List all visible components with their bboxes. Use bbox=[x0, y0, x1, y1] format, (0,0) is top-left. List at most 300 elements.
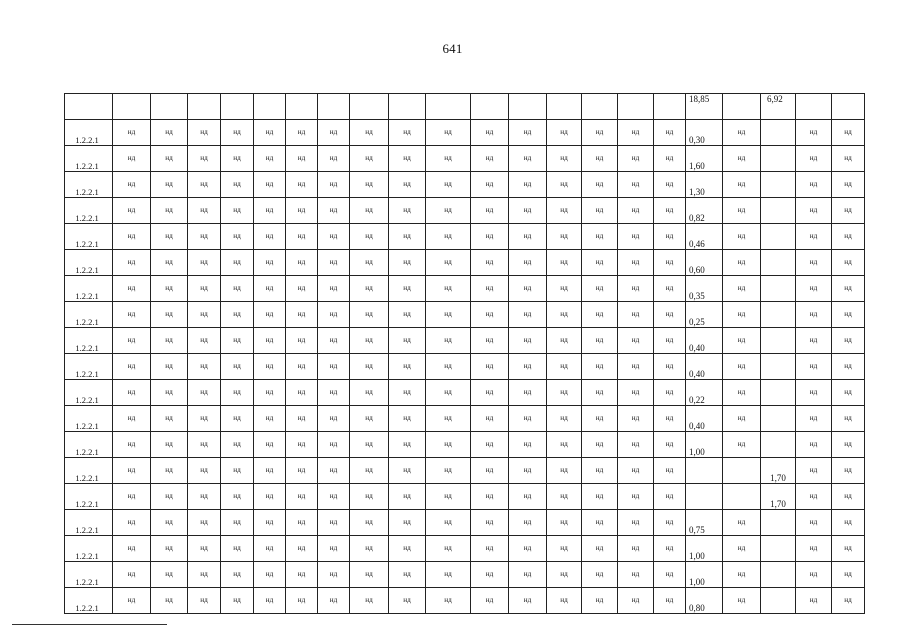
table-body bbox=[65, 94, 865, 614]
nd-cell: нд bbox=[286, 172, 318, 198]
row-code: 1.2.2.1 bbox=[65, 380, 113, 406]
nd-cell: нд bbox=[254, 562, 286, 588]
nd-cell: нд bbox=[221, 458, 254, 484]
nd-cell: нд bbox=[389, 198, 426, 224]
nd-cell: нд bbox=[254, 588, 286, 614]
nd-cell: нд bbox=[221, 172, 254, 198]
nd-cell: нд bbox=[832, 276, 865, 302]
nd-cell: нд bbox=[350, 354, 389, 380]
nd-cell: нд bbox=[832, 510, 865, 536]
nd-cell: нд bbox=[350, 146, 389, 172]
nd-cell: нд bbox=[471, 406, 509, 432]
nd-cell: нд bbox=[832, 224, 865, 250]
header-cell bbox=[65, 94, 113, 120]
nd-cell: нд bbox=[188, 224, 221, 250]
header-cell bbox=[547, 94, 582, 120]
nd-cell: нд bbox=[389, 328, 426, 354]
nd-cell: нд bbox=[188, 588, 221, 614]
nd-cell: нд bbox=[350, 406, 389, 432]
page-number: 641 bbox=[442, 41, 463, 56]
nd-cell: нд bbox=[547, 510, 582, 536]
nd-cell: нд bbox=[389, 172, 426, 198]
nd-cell: нд bbox=[723, 276, 761, 302]
nd-cell: нд bbox=[509, 250, 547, 276]
nd-cell: нд bbox=[654, 198, 686, 224]
nd-cell: нд bbox=[654, 328, 686, 354]
nd-cell: нд bbox=[723, 146, 761, 172]
table-row bbox=[65, 302, 865, 328]
nd-cell: нд bbox=[286, 198, 318, 224]
nd-cell: нд bbox=[318, 224, 350, 250]
nd-cell: нд bbox=[654, 406, 686, 432]
nd-cell: нд bbox=[618, 224, 654, 250]
nd-cell: нд bbox=[471, 120, 509, 146]
nd-cell: нд bbox=[796, 432, 832, 458]
row-value-a: 1,30 bbox=[686, 172, 723, 198]
nd-cell: нд bbox=[471, 432, 509, 458]
nd-cell: нд bbox=[509, 380, 547, 406]
row-code: 1.2.2.1 bbox=[65, 120, 113, 146]
row-value-b bbox=[761, 302, 796, 328]
nd-cell: нд bbox=[426, 198, 471, 224]
nd-cell: нд bbox=[723, 588, 761, 614]
table-row bbox=[65, 250, 865, 276]
nd-cell: нд bbox=[796, 458, 832, 484]
nd-cell: нд bbox=[151, 146, 188, 172]
nd-cell: нд bbox=[832, 380, 865, 406]
header-value-b: 6,92 bbox=[761, 94, 796, 120]
nd-cell: нд bbox=[582, 510, 618, 536]
header-cell bbox=[286, 94, 318, 120]
nd-cell: нд bbox=[254, 302, 286, 328]
row-value-b bbox=[761, 432, 796, 458]
row-code: 1.2.2.1 bbox=[65, 302, 113, 328]
nd-cell: нд bbox=[221, 276, 254, 302]
nd-cell: нд bbox=[221, 302, 254, 328]
row-value-b bbox=[761, 354, 796, 380]
row-value-a: 0,40 bbox=[686, 328, 723, 354]
nd-cell: нд bbox=[221, 224, 254, 250]
header-cell bbox=[796, 94, 832, 120]
nd-cell: нд bbox=[151, 510, 188, 536]
nd-cell: нд bbox=[723, 198, 761, 224]
nd-cell: нд bbox=[221, 328, 254, 354]
nd-cell: нд bbox=[509, 328, 547, 354]
nd-cell: нд bbox=[832, 536, 865, 562]
nd-cell: нд bbox=[286, 146, 318, 172]
row-value-a: 0,25 bbox=[686, 302, 723, 328]
nd-cell: нд bbox=[254, 406, 286, 432]
nd-cell: нд bbox=[286, 406, 318, 432]
nd-cell: нд bbox=[426, 250, 471, 276]
nd-cell: нд bbox=[188, 458, 221, 484]
nd-cell: нд bbox=[188, 484, 221, 510]
nd-cell: нд bbox=[582, 354, 618, 380]
nd-cell: нд bbox=[188, 536, 221, 562]
row-value-b bbox=[761, 172, 796, 198]
nd-cell: нд bbox=[509, 198, 547, 224]
row-value-a: 0,30 bbox=[686, 120, 723, 146]
nd-cell: нд bbox=[618, 146, 654, 172]
nd-cell: нд bbox=[426, 120, 471, 146]
nd-cell: нд bbox=[618, 406, 654, 432]
row-value-b bbox=[761, 380, 796, 406]
nd-cell: нд bbox=[654, 172, 686, 198]
nd-cell: нд bbox=[654, 432, 686, 458]
header-row bbox=[65, 94, 865, 120]
nd-cell: нд bbox=[723, 536, 761, 562]
nd-cell: нд bbox=[318, 172, 350, 198]
nd-cell: нд bbox=[582, 120, 618, 146]
header-cell bbox=[389, 94, 426, 120]
header-cell bbox=[509, 94, 547, 120]
nd-cell: нд bbox=[796, 588, 832, 614]
nd-cell: нд bbox=[151, 302, 188, 328]
row-value-a: 0,46 bbox=[686, 224, 723, 250]
nd-cell: нд bbox=[618, 250, 654, 276]
nd-cell: нд bbox=[350, 224, 389, 250]
nd-cell: нд bbox=[509, 536, 547, 562]
table-row bbox=[65, 354, 865, 380]
nd-cell: нд bbox=[582, 406, 618, 432]
nd-cell: нд bbox=[471, 276, 509, 302]
nd-cell: нд bbox=[350, 198, 389, 224]
row-value-a: 1,00 bbox=[686, 562, 723, 588]
nd-cell: нд bbox=[618, 588, 654, 614]
nd-cell: нд bbox=[188, 146, 221, 172]
nd-cell: нд bbox=[389, 276, 426, 302]
nd-cell: нд bbox=[426, 276, 471, 302]
nd-cell: нд bbox=[832, 172, 865, 198]
nd-cell: нд bbox=[318, 120, 350, 146]
nd-cell: нд bbox=[547, 380, 582, 406]
nd-cell: нд bbox=[796, 536, 832, 562]
nd-cell: нд bbox=[113, 406, 151, 432]
row-code: 1.2.2.1 bbox=[65, 536, 113, 562]
footer-rule bbox=[12, 624, 167, 625]
nd-cell: нд bbox=[723, 224, 761, 250]
nd-cell: нд bbox=[221, 536, 254, 562]
nd-cell: нд bbox=[151, 250, 188, 276]
nd-cell: нд bbox=[723, 328, 761, 354]
header-cell bbox=[832, 94, 865, 120]
row-code: 1.2.2.1 bbox=[65, 328, 113, 354]
nd-cell: нд bbox=[318, 562, 350, 588]
nd-cell: нд bbox=[509, 484, 547, 510]
nd-cell: нд bbox=[389, 484, 426, 510]
nd-cell: нд bbox=[188, 198, 221, 224]
nd-cell: нд bbox=[426, 224, 471, 250]
nd-cell: нд bbox=[796, 146, 832, 172]
nd-cell: нд bbox=[796, 224, 832, 250]
nd-cell: нд bbox=[796, 302, 832, 328]
nd-cell: нд bbox=[547, 250, 582, 276]
nd-cell: нд bbox=[582, 536, 618, 562]
nd-cell: нд bbox=[113, 224, 151, 250]
row-value-a: 0,75 bbox=[686, 510, 723, 536]
nd-cell: нд bbox=[618, 458, 654, 484]
nd-cell: нд bbox=[471, 224, 509, 250]
nd-cell: нд bbox=[389, 432, 426, 458]
nd-cell: нд bbox=[113, 328, 151, 354]
header-cell bbox=[254, 94, 286, 120]
nd-cell: нд bbox=[723, 510, 761, 536]
row-value-b bbox=[761, 224, 796, 250]
nd-cell: нд bbox=[582, 562, 618, 588]
nd-cell: нд bbox=[547, 276, 582, 302]
nd-cell: нд bbox=[618, 380, 654, 406]
nd-cell: нд bbox=[389, 406, 426, 432]
nd-cell: нд bbox=[547, 484, 582, 510]
table-row bbox=[65, 484, 865, 510]
row-code: 1.2.2.1 bbox=[65, 276, 113, 302]
nd-cell: нд bbox=[254, 198, 286, 224]
nd-cell: нд bbox=[389, 302, 426, 328]
row-value-b bbox=[761, 406, 796, 432]
table-row bbox=[65, 536, 865, 562]
nd-cell: нд bbox=[426, 146, 471, 172]
row-code: 1.2.2.1 bbox=[65, 406, 113, 432]
nd-cell: нд bbox=[547, 172, 582, 198]
nd-cell: нд bbox=[654, 484, 686, 510]
nd-cell: нд bbox=[188, 354, 221, 380]
nd-cell: нд bbox=[389, 146, 426, 172]
nd-cell: нд bbox=[426, 562, 471, 588]
row-code: 1.2.2.1 bbox=[65, 198, 113, 224]
row-value-b bbox=[761, 562, 796, 588]
row-value-a: 0,40 bbox=[686, 406, 723, 432]
nd-cell: нд bbox=[796, 250, 832, 276]
nd-cell: нд bbox=[723, 354, 761, 380]
nd-cell: нд bbox=[318, 406, 350, 432]
nd-cell: нд bbox=[547, 406, 582, 432]
nd-cell: нд bbox=[350, 250, 389, 276]
nd-cell: нд bbox=[723, 406, 761, 432]
header-cell bbox=[221, 94, 254, 120]
nd-cell: нд bbox=[547, 354, 582, 380]
nd-cell: нд bbox=[509, 120, 547, 146]
nd-cell: нд bbox=[654, 458, 686, 484]
nd-cell: нд bbox=[547, 302, 582, 328]
nd-cell: нд bbox=[286, 562, 318, 588]
nd-cell: нд bbox=[509, 172, 547, 198]
nd-cell: нд bbox=[350, 380, 389, 406]
nd-cell: нд bbox=[582, 302, 618, 328]
nd-cell: нд bbox=[582, 458, 618, 484]
row-value-a: 1,00 bbox=[686, 432, 723, 458]
nd-cell: нд bbox=[318, 588, 350, 614]
nd-cell: нд bbox=[113, 146, 151, 172]
nd-cell: нд bbox=[113, 588, 151, 614]
nd-cell: нд bbox=[221, 406, 254, 432]
nd-cell: нд bbox=[547, 198, 582, 224]
nd-cell: нд bbox=[796, 276, 832, 302]
nd-cell: нд bbox=[582, 380, 618, 406]
nd-cell: нд bbox=[318, 198, 350, 224]
row-value-a: 1,60 bbox=[686, 146, 723, 172]
nd-cell: нд bbox=[151, 536, 188, 562]
row-value-b bbox=[761, 510, 796, 536]
table-row bbox=[65, 172, 865, 198]
header-cell bbox=[350, 94, 389, 120]
row-code: 1.2.2.1 bbox=[65, 250, 113, 276]
nd-cell: нд bbox=[832, 250, 865, 276]
nd-cell: нд bbox=[723, 120, 761, 146]
nd-cell: нд bbox=[426, 536, 471, 562]
nd-cell: нд bbox=[547, 146, 582, 172]
row-code: 1.2.2.1 bbox=[65, 224, 113, 250]
nd-cell: нд bbox=[618, 354, 654, 380]
nd-cell: нд bbox=[188, 406, 221, 432]
nd-cell: нд bbox=[796, 328, 832, 354]
nd-cell: нд bbox=[113, 458, 151, 484]
nd-cell: нд bbox=[221, 562, 254, 588]
nd-cell: нд bbox=[832, 562, 865, 588]
row-value-b bbox=[761, 120, 796, 146]
header-cell bbox=[318, 94, 350, 120]
row-value-b bbox=[761, 328, 796, 354]
nd-cell: нд bbox=[389, 536, 426, 562]
nd-cell: нд bbox=[350, 562, 389, 588]
nd-cell: нд bbox=[254, 484, 286, 510]
nd-cell: нд bbox=[389, 510, 426, 536]
nd-cell: нд bbox=[832, 354, 865, 380]
nd-cell: нд bbox=[151, 354, 188, 380]
nd-cell: нд bbox=[389, 224, 426, 250]
nd-cell: нд bbox=[188, 302, 221, 328]
nd-cell: нд bbox=[318, 302, 350, 328]
nd-cell: нд bbox=[426, 458, 471, 484]
nd-cell: нд bbox=[113, 562, 151, 588]
nd-cell: нд bbox=[471, 380, 509, 406]
nd-cell: нд bbox=[318, 328, 350, 354]
nd-cell: нд bbox=[509, 510, 547, 536]
nd-cell: нд bbox=[151, 432, 188, 458]
header-cell bbox=[188, 94, 221, 120]
nd-cell: нд bbox=[286, 302, 318, 328]
row-value-b bbox=[761, 146, 796, 172]
nd-cell: нд bbox=[286, 484, 318, 510]
table-row bbox=[65, 432, 865, 458]
nd-cell: нд bbox=[654, 120, 686, 146]
nd-cell: нд bbox=[509, 432, 547, 458]
row-value-b bbox=[761, 198, 796, 224]
table-row bbox=[65, 328, 865, 354]
nd-cell: нд bbox=[618, 120, 654, 146]
nd-cell: нд bbox=[832, 458, 865, 484]
nd-cell: нд bbox=[618, 484, 654, 510]
nd-cell: нд bbox=[318, 276, 350, 302]
nd-cell: нд bbox=[113, 380, 151, 406]
nd-cell: нд bbox=[426, 328, 471, 354]
nd-cell: нд bbox=[509, 562, 547, 588]
nd-cell: нд bbox=[618, 562, 654, 588]
header-cell bbox=[582, 94, 618, 120]
nd-cell: нд bbox=[389, 250, 426, 276]
nd-cell: нд bbox=[832, 406, 865, 432]
header-value-a: 18,85 bbox=[686, 94, 723, 120]
header-cell bbox=[723, 94, 761, 120]
nd-cell: нд bbox=[509, 406, 547, 432]
nd-cell: нд bbox=[286, 354, 318, 380]
nd-cell: нд bbox=[654, 146, 686, 172]
nd-cell: нд bbox=[350, 484, 389, 510]
nd-cell: нд bbox=[254, 328, 286, 354]
nd-cell: нд bbox=[618, 302, 654, 328]
nd-cell: нд bbox=[350, 510, 389, 536]
row-code: 1.2.2.1 bbox=[65, 146, 113, 172]
nd-cell: нд bbox=[509, 146, 547, 172]
nd-cell: нд bbox=[254, 146, 286, 172]
nd-cell: нд bbox=[350, 432, 389, 458]
nd-cell: нд bbox=[188, 250, 221, 276]
nd-cell: нд bbox=[547, 224, 582, 250]
nd-cell: нд bbox=[188, 172, 221, 198]
nd-cell: нд bbox=[654, 536, 686, 562]
nd-cell: нд bbox=[426, 172, 471, 198]
nd-cell: нд bbox=[723, 302, 761, 328]
nd-cell: нд bbox=[471, 146, 509, 172]
nd-cell: нд bbox=[723, 380, 761, 406]
nd-cell: нд bbox=[151, 406, 188, 432]
nd-cell: нд bbox=[509, 458, 547, 484]
nd-cell: нд bbox=[796, 562, 832, 588]
nd-cell: нд bbox=[389, 380, 426, 406]
row-code: 1.2.2.1 bbox=[65, 484, 113, 510]
nd-cell: нд bbox=[151, 484, 188, 510]
nd-cell: нд bbox=[286, 536, 318, 562]
nd-cell: нд bbox=[350, 276, 389, 302]
row-code: 1.2.2.1 bbox=[65, 432, 113, 458]
nd-cell: нд bbox=[723, 250, 761, 276]
table-row bbox=[65, 510, 865, 536]
nd-cell: нд bbox=[113, 510, 151, 536]
nd-cell: нд bbox=[113, 198, 151, 224]
table-row bbox=[65, 224, 865, 250]
row-code: 1.2.2.1 bbox=[65, 562, 113, 588]
table-row bbox=[65, 588, 865, 614]
row-value-b bbox=[761, 250, 796, 276]
nd-cell: нд bbox=[254, 536, 286, 562]
nd-cell: нд bbox=[151, 120, 188, 146]
nd-cell: нд bbox=[832, 328, 865, 354]
nd-cell: нд bbox=[654, 250, 686, 276]
nd-cell: нд bbox=[796, 354, 832, 380]
nd-cell: нд bbox=[188, 276, 221, 302]
nd-cell: нд bbox=[221, 120, 254, 146]
nd-cell: нд bbox=[796, 120, 832, 146]
nd-cell: нд bbox=[471, 302, 509, 328]
nd-cell: нд bbox=[547, 120, 582, 146]
nd-cell: нд bbox=[471, 458, 509, 484]
table-row bbox=[65, 198, 865, 224]
data-table bbox=[64, 93, 865, 614]
nd-cell: нд bbox=[318, 484, 350, 510]
nd-cell: нд bbox=[618, 198, 654, 224]
row-value-b: 1,70 bbox=[761, 458, 796, 484]
row-value-a: 0,82 bbox=[686, 198, 723, 224]
nd-cell: нд bbox=[254, 380, 286, 406]
nd-cell: нд bbox=[389, 588, 426, 614]
nd-cell: нд bbox=[350, 302, 389, 328]
nd-cell: нд bbox=[471, 198, 509, 224]
nd-cell: нд bbox=[582, 198, 618, 224]
nd-cell bbox=[723, 484, 761, 510]
nd-cell: нд bbox=[221, 432, 254, 458]
nd-cell: нд bbox=[318, 146, 350, 172]
nd-cell: нд bbox=[547, 536, 582, 562]
header-cell bbox=[471, 94, 509, 120]
